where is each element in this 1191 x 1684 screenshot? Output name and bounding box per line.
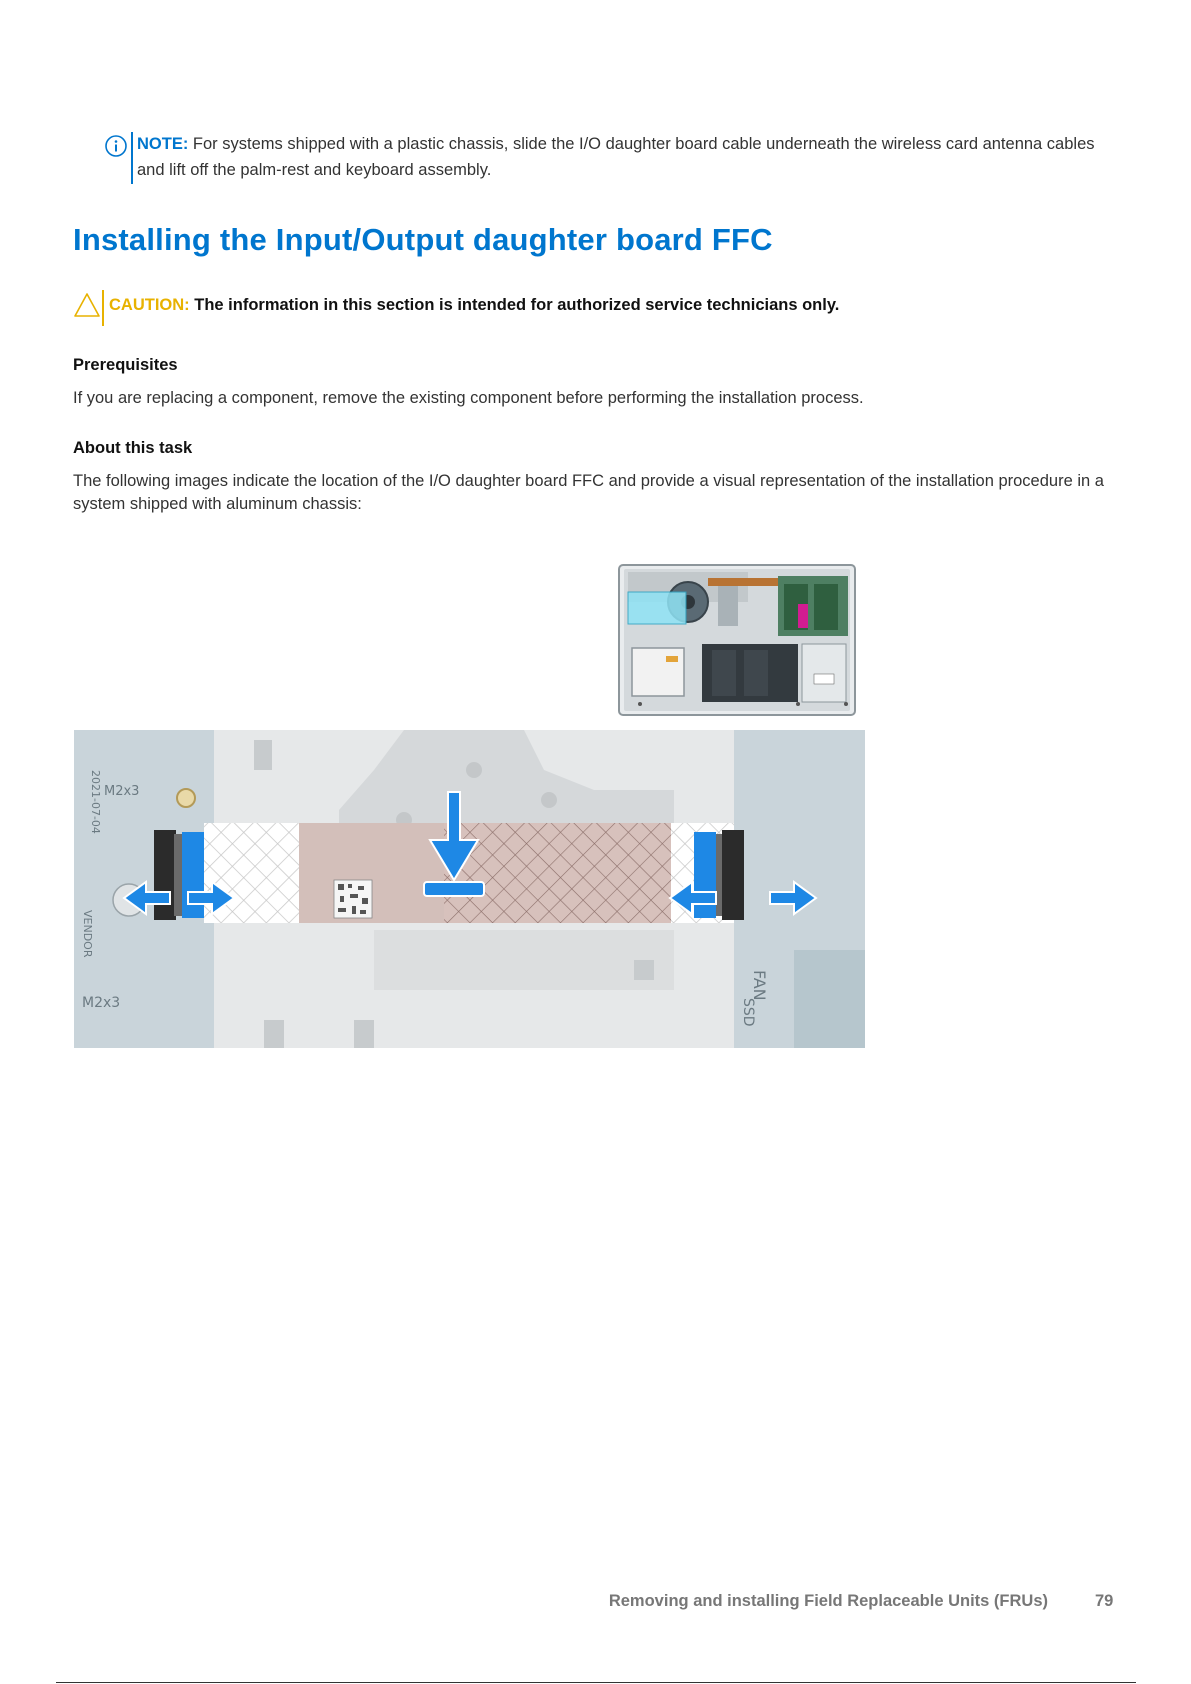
fan-label: FAN: [750, 970, 769, 1001]
note-body: For systems shipped with a plastic chassis, slide the I/O daughter board cable underneath the wireless card antenna cables and lift off the palm-rest and keyboard assembly.: [137, 135, 1095, 179]
caution-bar: [102, 290, 104, 326]
date-label: 2021-07-04: [89, 770, 102, 834]
about-heading: About this task: [73, 439, 193, 457]
screw-label-bottom-left: M2x3: [82, 995, 121, 1011]
page-number: 79: [1095, 1592, 1114, 1610]
footer-section-title: Removing and installing Field Replaceable Units (FRUs): [608, 1592, 1048, 1610]
io-board-ffc-installation-image: [74, 730, 865, 1048]
prerequisites-heading: Prerequisites: [73, 356, 178, 374]
about-text: The following images indicate the location of the I/O daughter board FFC and provide a visual representation of the installation procedure in a system shipped with aluminum chassis:: [73, 472, 1104, 513]
note-label: NOTE:: [137, 135, 189, 153]
caution-box: [73, 290, 1123, 330]
note-bar: [131, 132, 133, 184]
section-title: Installing the Input/Output daughter board FFC: [73, 222, 773, 257]
warning-triangle-icon: [73, 292, 101, 318]
note-text: [137, 131, 1097, 183]
vendor-label: VENDOR: [81, 910, 94, 958]
info-icon: [104, 134, 128, 158]
screw-label-top-left: M2x3: [104, 784, 140, 799]
prerequisites-text: If you are replacing a component, remove the existing component before performing the installation process.: [73, 389, 864, 407]
laptop-overview-image: [618, 564, 856, 716]
ssd-label: SSD: [740, 998, 756, 1027]
caution-text: [109, 296, 839, 315]
caution-label: CAUTION:: [109, 296, 190, 314]
caution-body: The information in this section is intended for authorized service technicians only.: [189, 296, 840, 314]
footer-rule: [56, 1682, 1136, 1683]
